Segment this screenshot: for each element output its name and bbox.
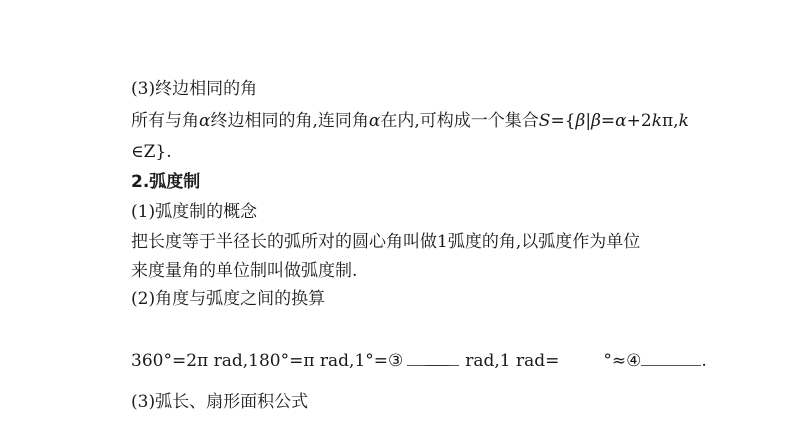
alpha-symbol: α [368, 111, 381, 131]
set-bar: | [585, 111, 592, 131]
pi-comma: π, [662, 111, 679, 131]
beta-symbol: β [591, 111, 601, 131]
formula-left: 360°=2π rad,180°=π rad,1°=③ [131, 351, 404, 371]
radian-concept-line2: 来度量角的单位制叫做弧度制. [131, 261, 358, 281]
heading-radian-system: 2.弧度制 [131, 172, 201, 192]
equals-sign: = [600, 111, 616, 131]
k-symbol: k [678, 111, 689, 131]
radian-concept-line1: 把长度等于半径长的弧所对的圆心角叫做1弧度的角,以弧度作为单位 [131, 232, 641, 252]
coterminal-description-line2: ∈Z}. [131, 142, 172, 162]
answer-blank-4[interactable] [641, 348, 701, 366]
arc-length-sector-area-title: (3)弧长、扇形面积公式 [131, 392, 309, 412]
beta-symbol: β [575, 111, 586, 131]
section-title-coterminal: (3)终边相同的角 [131, 79, 258, 99]
alpha-symbol: α [615, 111, 627, 131]
set-open: ={ [550, 111, 576, 131]
alpha-symbol: α [199, 111, 211, 131]
radian-concept-title: (1)弧度制的概念 [131, 202, 258, 222]
formula-right: °≈④ [603, 351, 642, 371]
set-symbol-s: S [538, 111, 551, 131]
coterminal-description-line1 [131, 110, 689, 132]
conversion-title: (2)角度与弧度之间的换算 [131, 289, 326, 309]
desc-text-c: 在内,可构成一个集合 [380, 111, 539, 131]
k-symbol: k [651, 111, 662, 131]
formula-mid: rad,1 rad= [465, 351, 560, 371]
formula-end: . [701, 351, 707, 371]
plus-two: +2 [626, 111, 652, 131]
desc-text-b: 终边相同的角,连同角 [210, 111, 369, 131]
answer-blank-3-inner [425, 348, 449, 366]
desc-text-a: 所有与角 [131, 111, 199, 131]
conversion-formula [131, 348, 707, 372]
